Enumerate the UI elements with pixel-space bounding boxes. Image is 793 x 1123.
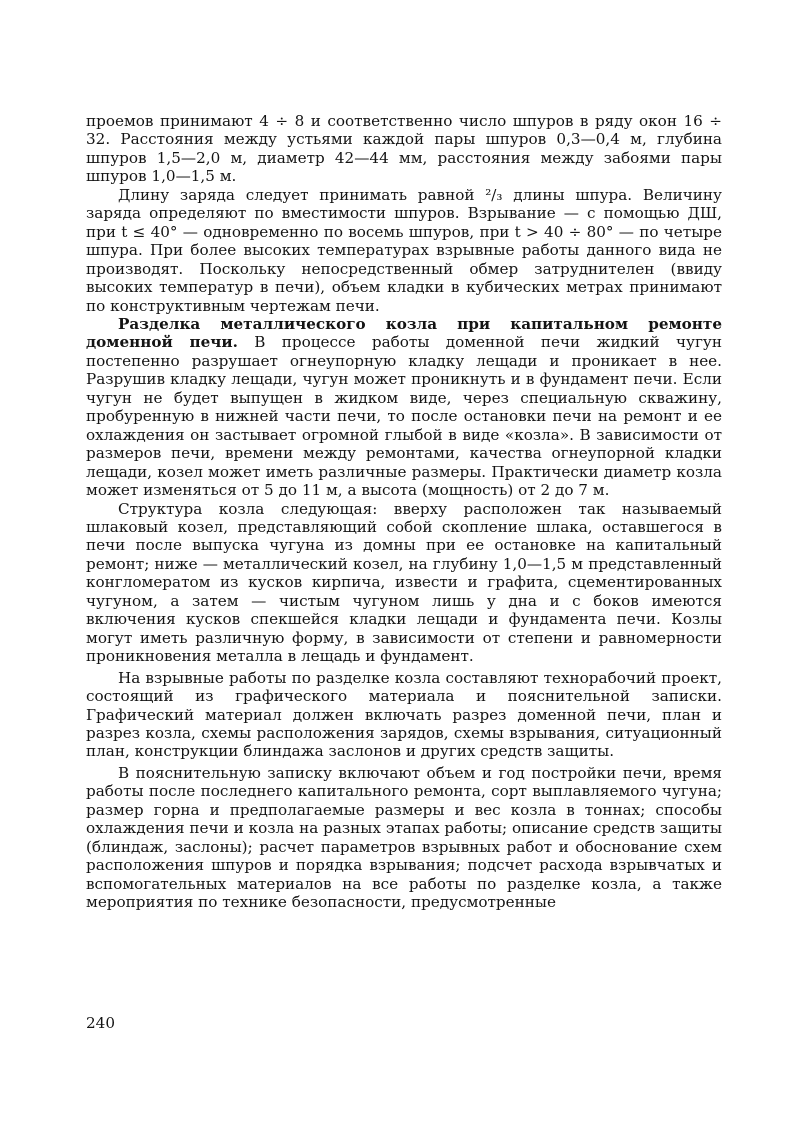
paragraph-4: Структура козла следующая: вверху расположен так называемый шлаковый козел, представляющий собой скопление шлака, оставшегося в печи после выпуска чугуна из домны при ее остановке на капитальный ремонт; ниже — металлический козел, на глубину 1,0—1,5 м представленный конгломератом из кусков кирпича, извести и графита, сцементированных чугуном, а затем — чистым чугуном лишь у дна и с боков имеются включения кусков спекшейся кладки лещади и фундамента печи. Козлы могут иметь различную форму, в зависимости от степени и равномерности проникновения металла в лещадь и фундамент.	[86, 499, 722, 666]
paragraph-5: На взрывные работы по разделке козла составляют технорабочий проект, состоящий из графического материала и пояснительной записки. Графический материал должен включать разрез доменной печи, план и разрез козла, схемы расположения зарядов, схемы взрывания, ситуационный план, конструкции блиндажа заслонов и других средств защиты.	[86, 668, 722, 761]
section-heading: Разделка металлического козла при капитальном ремонте доменной печи.	[86, 314, 722, 352]
paragraph-3	[86, 315, 722, 500]
page-number: 240	[86, 1014, 115, 1032]
paragraph-1: проемов принимают 4 ÷ 8 и соответственно число шпуров в ряду окон 16 ÷ 32. Расстояния между устьями каждой пары шпуров 0,3—0,4 м, глубина шпуров 1,5—2,0 м, диаметр 42—44 мм, расстояния между забоями пары шпуров 1,0—1,5 м.	[86, 112, 722, 186]
page-body	[86, 112, 722, 911]
paragraph-3-text: В процессе работы доменной печи жидкий чугун постепенно разрушает огнеупорную кладку лещади и проникает в нее. Разрушив кладку лещади, чугун может проникнуть и в фундамент печи. Если чугун не будет выпущен в жидком виде, через специальную скважину, пробуренную в нижней части печи, то после остановки печи на ремонт и ее охлаждения он застывает огромной глыбой в виде «козла». В зависимости от размеров печи, времени между ремонтами, качества огнеупорной кладки лещади, козел может иметь различные размеры. Практически диаметр козла может изменяться от 5 до 11 м, а высота (мощность) от 2 до 7 м.	[86, 333, 722, 500]
paragraph-2: Длину заряда следует принимать равной ²/₃ длины шпура. Величину заряда определяют по вместимости шпуров. Взрывание — с помощью ДШ, при t ≤ 40° — одновременно по восемь шпуров, при t > 40 ÷ 80° — по четыре шпура. При более высоких температурах взрывные работы данного вида не производят. Поскольку непосредственный обмер затруднителен (ввиду высоких температур в печи), объем кладки в кубических метрах принимают по конструктивным чертежам печи.	[86, 185, 722, 315]
paragraph-6: В пояснительную записку включают объем и год постройки печи, время работы после последнего капитального ремонта, сорт выплавляемого чугуна; размер горна и предполагаемые размеры и вес козла в тоннах; способы охлаждения печи и козла на разных этапах работы; описание средств защиты (блиндаж, заслоны); расчет параметров взрывных работ и обоснование схем расположения шпуров и порядка взрывания; подсчет расхода взрывчатых и вспомогательных материалов на все работы по разделке козла, а также мероприятия по технике безопасности, предусмотренные	[86, 763, 722, 912]
